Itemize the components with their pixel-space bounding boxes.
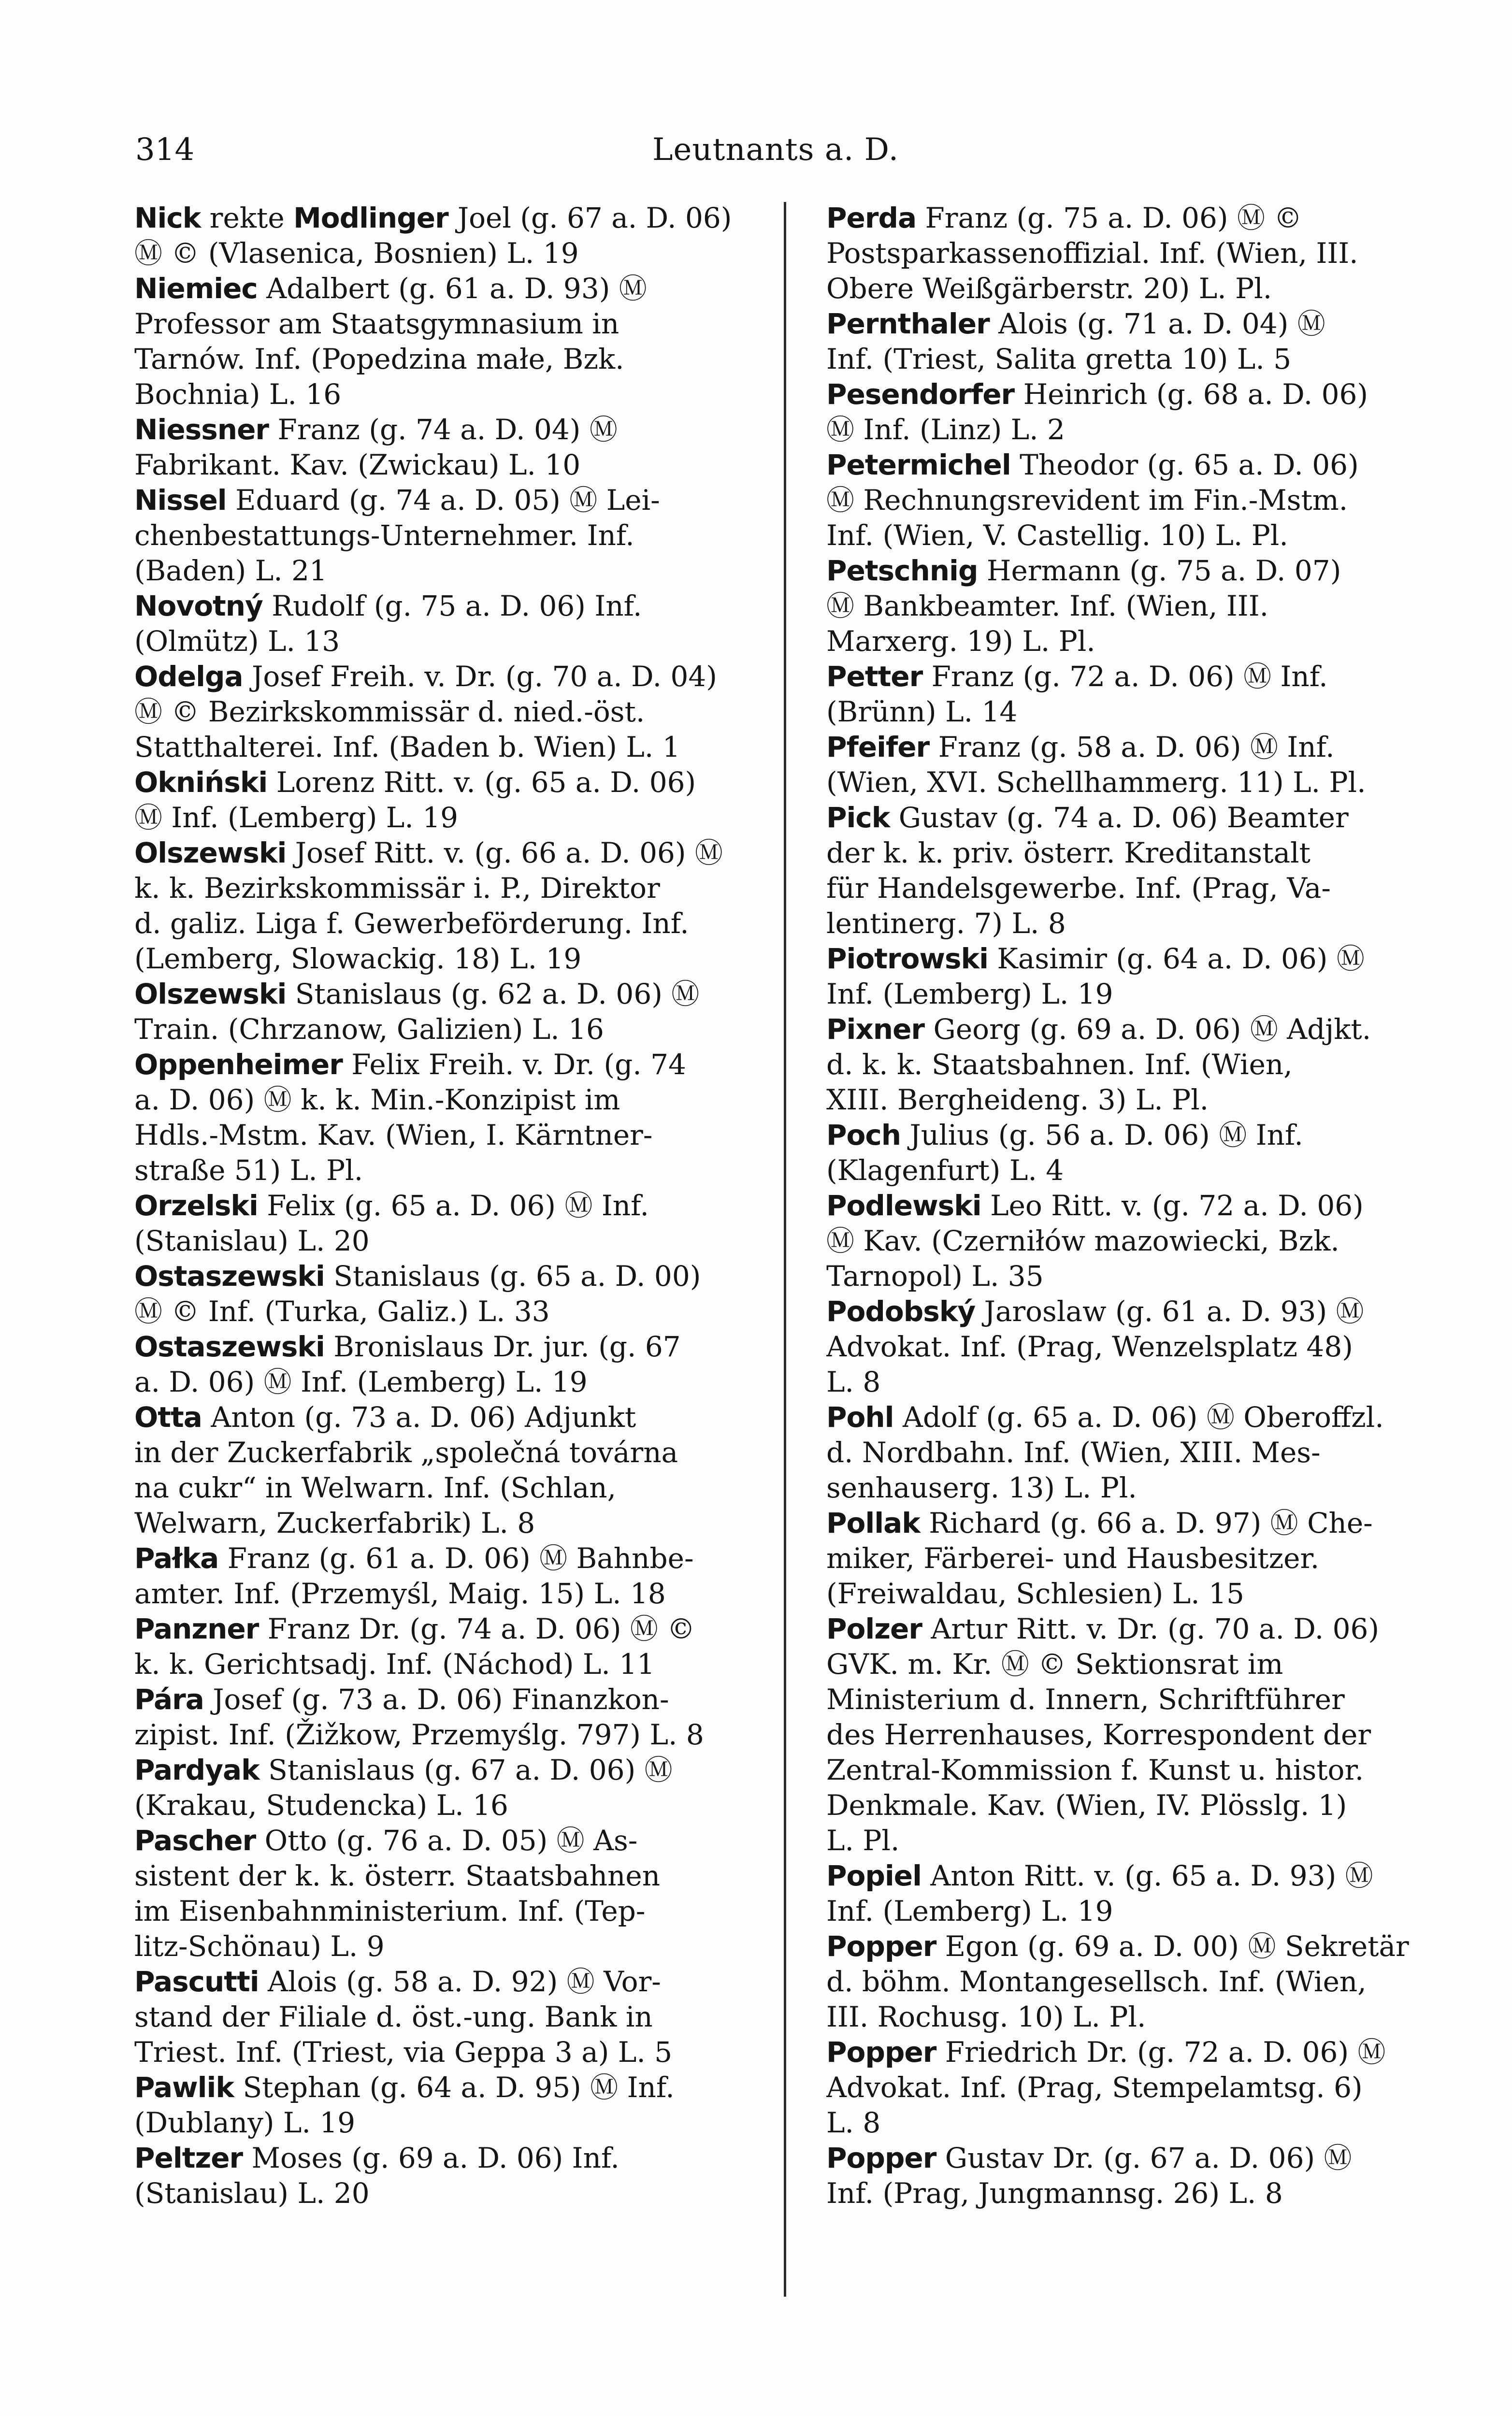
entry-line: in der Zuckerfabrik „společná továrna	[134, 1436, 678, 1469]
entry-line: k. k. Bezirkskommissär i. P., Direktor	[134, 872, 660, 905]
page-number: 314	[135, 132, 195, 168]
entry-surname: Niemiec	[134, 272, 258, 305]
entry-line	[826, 941, 1467, 977]
directory-entry	[134, 1047, 775, 1188]
entry-line: Postsparkassenoffizial. Inf. (Wien, III.	[826, 237, 1358, 270]
directory-entry	[134, 659, 775, 765]
entry-line: L. 8	[826, 2106, 881, 2139]
entry-line: (Baden) L. 21	[134, 554, 327, 587]
entry-line	[134, 659, 775, 694]
entry-line	[826, 659, 1467, 694]
entry-line: Inf. (Triest, Salita gretta 10) L. 5	[826, 343, 1292, 375]
entry-line: des Herrenhauses, Korrespondent der	[826, 1718, 1371, 1751]
entry-surname: Nissel	[134, 484, 227, 517]
entry-line: Ⓜ © (Vlasenica, Bosnien) L. 19	[134, 237, 579, 270]
entry-line: Marxerg. 19) L. Pl.	[826, 625, 1095, 658]
directory-entry	[134, 835, 775, 977]
directory-entry	[826, 1858, 1467, 1929]
directory-entry	[134, 1329, 775, 1400]
entry-line	[134, 1682, 775, 1717]
directory-entry	[134, 483, 775, 589]
entry-line: (Wien, XVI. Schellhammerg. 11) L. Pl.	[826, 766, 1366, 799]
entry-line	[134, 1964, 775, 1999]
entry-line	[826, 201, 1467, 236]
directory-entry	[826, 659, 1467, 730]
entry-surname: Perda	[826, 201, 917, 234]
entry-text: Heinrich (g. 68 a. D. 06)	[1014, 378, 1368, 411]
entry-text: Kasimir (g. 64 a. D. 06) Ⓜ	[988, 942, 1365, 975]
entry-line: litz-Schönau) L. 9	[134, 1930, 385, 1963]
entry-line	[826, 1929, 1467, 1964]
directory-entry	[826, 553, 1467, 659]
entry-line	[134, 2070, 775, 2105]
entry-text: Franz Dr. (g. 74 a. D. 06) Ⓜ ©	[259, 1612, 695, 1645]
entry-surname: Okniński	[134, 766, 268, 799]
entry-line: miker, Färberei- und Hausbesitzer.	[826, 1542, 1320, 1575]
entry-surname: Popper	[826, 2036, 936, 2069]
entry-line: (Freiwaldau, Schlesien) L. 15	[826, 1577, 1244, 1610]
entry-text: Anton (g. 73 a. D. 06) Adjunkt	[202, 1401, 636, 1434]
entry-surname: Pałka	[134, 1542, 219, 1575]
entry-text: Georg (g. 69 a. D. 06) Ⓜ Adjkt.	[924, 1013, 1371, 1046]
entry-text: Gustav Dr. (g. 67 a. D. 06) Ⓜ	[936, 2142, 1352, 2174]
entry-line	[134, 483, 775, 518]
directory-entry	[134, 1823, 775, 1964]
entry-text: Anton Ritt. v. (g. 65 a. D. 93) Ⓜ	[921, 1859, 1373, 1892]
entry-line: Triest. Inf. (Triest, via Geppa 3 a) L. 5	[134, 2036, 673, 2069]
entry-line	[134, 1753, 775, 1788]
directory-entry	[826, 201, 1467, 306]
entry-text: Stephan (g. 64 a. D. 95) Ⓜ Inf.	[234, 2071, 675, 2104]
entry-text: Stanislaus (g. 62 a. D. 06) Ⓜ	[286, 978, 700, 1010]
entry-line: stand der Filiale d. öst.-ung. Bank in	[134, 2000, 653, 2033]
entry-line: d. galiz. Liga f. Gewerbeförderung. Inf.	[134, 907, 689, 940]
entry-surname: Pixner	[826, 1013, 925, 1046]
entry-line: Ⓜ Bankbeamter. Inf. (Wien, III.	[826, 590, 1269, 622]
directory-entry	[826, 1012, 1467, 1118]
entry-text: Julius (g. 56 a. D. 06) Ⓜ Inf.	[901, 1119, 1303, 1151]
entry-text: Felix (g. 65 a. D. 06) Ⓜ Inf.	[258, 1189, 649, 1222]
entry-line	[134, 2141, 775, 2176]
entry-text: Stanislaus (g. 65 a. D. 00)	[324, 1260, 701, 1293]
entry-text: Friedrich Dr. (g. 72 a. D. 06) Ⓜ	[936, 2036, 1386, 2069]
entry-text: Franz (g. 72 a. D. 06) Ⓜ Inf.	[922, 660, 1328, 693]
entry-text: Alois (g. 58 a. D. 92) Ⓜ Vor-	[259, 1965, 661, 1998]
entry-line	[826, 2035, 1467, 2070]
entry-line: Ⓜ Kav. (Czerniłów mazowiecki, Bzk.	[826, 1224, 1339, 1257]
directory-entry	[826, 1929, 1467, 2035]
directory-entry	[826, 1611, 1467, 1858]
entry-text: Josef (g. 73 a. D. 06) Finanzkon-	[203, 1683, 669, 1716]
entry-surname: Pascher	[134, 1824, 256, 1857]
entry-line: d. Nordbahn. Inf. (Wien, XIII. Mes-	[826, 1436, 1321, 1469]
entry-line	[826, 1611, 1467, 1647]
entry-line: a. D. 06) Ⓜ k. k. Min.-Konzipist im	[134, 1083, 620, 1116]
entry-line	[826, 447, 1467, 483]
entry-text: Bronislaus Dr. jur. (g. 67	[324, 1330, 681, 1363]
entry-line	[134, 1188, 775, 1223]
directory-entry	[826, 1506, 1467, 1611]
entry-line	[134, 1541, 775, 1576]
entry-text: Richard (g. 66 a. D. 97) Ⓜ Che-	[920, 1507, 1373, 1539]
entry-line: chenbestattungs-Unternehmer. Inf.	[134, 519, 634, 552]
entry-line: Advokat. Inf. (Prag, Stempelamtsg. 6)	[826, 2071, 1363, 2104]
entry-line	[826, 1118, 1467, 1153]
entry-text: Joel (g. 67 a. D. 06)	[457, 201, 732, 234]
entry-line	[826, 553, 1467, 589]
entry-surname: Niessner	[134, 413, 269, 446]
entry-line	[134, 589, 775, 624]
directory-entry	[134, 1188, 775, 1259]
entry-surname: Popper	[826, 2142, 936, 2174]
entry-line: Advokat. Inf. (Prag, Wenzelsplatz 48)	[826, 1330, 1353, 1363]
entry-surname: Panzner	[134, 1612, 259, 1645]
directory-entry	[134, 1964, 775, 2070]
directory-entry	[134, 765, 775, 835]
entry-line	[826, 730, 1467, 765]
entry-line	[826, 1858, 1467, 1894]
entry-text: Artur Ritt. v. Dr. (g. 70 a. D. 06)	[922, 1612, 1380, 1645]
entry-surname: Popiel	[826, 1859, 922, 1892]
entry-text: Hermann (g. 75 a. D. 07)	[978, 554, 1341, 587]
directory-entry	[134, 1682, 775, 1753]
entry-surname: Petschnig	[826, 554, 978, 587]
entry-surname: Olszewski	[134, 836, 287, 869]
directory-entry	[134, 2070, 775, 2141]
entry-surname: Nick	[134, 201, 201, 234]
entry-line: (Klagenfurt) L. 4	[826, 1154, 1064, 1187]
entry-surname: Ostaszewski	[134, 1330, 325, 1363]
entry-line: sistent der k. k. österr. Staatsbahnen	[134, 1859, 661, 1892]
entry-line: L. 8	[826, 1366, 881, 1398]
entry-surname: Peltzer	[134, 2142, 243, 2174]
directory-entry	[134, 271, 775, 412]
entry-surname: Polzer	[826, 1612, 922, 1645]
entry-text: Stanislaus (g. 67 a. D. 06) Ⓜ	[259, 1754, 673, 1786]
entry-line: Fabrikant. Kav. (Zwickau) L. 10	[134, 448, 581, 481]
entry-text: rekte	[201, 201, 294, 234]
entry-text: Otto (g. 76 a. D. 05) Ⓜ As-	[256, 1824, 638, 1857]
directory-entry	[826, 730, 1467, 800]
entry-line: im Eisenbahnministerium. Inf. (Tep-	[134, 1895, 646, 1927]
entry-surname: Ostaszewski	[134, 1260, 325, 1293]
entry-line: Obere Weißgärberstr. 20) L. Pl.	[826, 272, 1272, 305]
entry-text: Moses (g. 69 a. D. 06) Inf.	[243, 2142, 619, 2174]
directory-entry	[826, 1294, 1467, 1400]
entry-line: Train. (Chrzanow, Galizien) L. 16	[134, 1013, 604, 1046]
entry-surname: Podlewski	[826, 1189, 981, 1222]
entry-line: Ⓜ Rechnungsrevident im Fin.-Mstm.	[826, 484, 1348, 517]
entry-surname: Orzelski	[134, 1189, 258, 1222]
directory-entry	[134, 1541, 775, 1611]
entry-line	[826, 1188, 1467, 1223]
entry-line: Statthalterei. Inf. (Baden b. Wien) L. 1	[134, 731, 680, 763]
directory-entry	[134, 1611, 775, 1682]
entry-line: (Dublany) L. 19	[134, 2106, 356, 2139]
directory-entry	[134, 2141, 775, 2211]
entry-text: Rudolf (g. 75 a. D. 06) Inf.	[262, 590, 642, 622]
entry-text: Franz (g. 58 a. D. 06) Ⓜ Inf.	[929, 731, 1335, 763]
entry-line	[134, 765, 775, 800]
entry-surname: Pollak	[826, 1507, 920, 1539]
entry-line: (Krakau, Studencka) L. 16	[134, 1789, 508, 1822]
entry-text: Leo Ritt. v. (g. 72 a. D. 06)	[981, 1189, 1364, 1222]
entry-surname: Pascutti	[134, 1965, 259, 1998]
entry-surname: Popper	[826, 1930, 936, 1963]
entry-line: Hdls.-Mstm. Kav. (Wien, I. Kärntner-	[134, 1119, 653, 1151]
directory-entry	[134, 977, 775, 1047]
entry-text: Adolf (g. 65 a. D. 06) Ⓜ Oberoffzl.	[893, 1401, 1384, 1434]
entry-line	[134, 1259, 775, 1294]
entry-line: Ⓜ © Inf. (Turka, Galiz.) L. 33	[134, 1295, 550, 1328]
directory-entry	[826, 800, 1467, 941]
entry-line: lentinerg. 7) L. 8	[826, 907, 1066, 940]
entry-text: Josef Freih. v. Dr. (g. 70 a. D. 04)	[243, 660, 717, 693]
entry-surname: Pick	[826, 801, 890, 834]
entry-line: amter. Inf. (Przemyśl, Maig. 15) L. 18	[134, 1577, 666, 1610]
entry-text: Alois (g. 71 a. D. 04) Ⓜ	[989, 307, 1325, 340]
entry-line	[134, 201, 775, 236]
entry-surname-alt: Modlinger	[293, 201, 458, 234]
running-head: Leutnants a. D.	[652, 132, 899, 168]
entry-line	[134, 271, 775, 306]
entry-line	[826, 377, 1467, 412]
entry-surname: Pára	[134, 1683, 204, 1716]
right-column	[826, 201, 1467, 2211]
entry-line: zipist. Inf. (Žižkow, Przemyślg. 797) L. 8	[134, 1718, 704, 1751]
entry-surname: Petter	[826, 660, 923, 693]
directory-entry	[134, 201, 775, 271]
entry-line	[134, 1611, 775, 1647]
entry-text: Franz (g. 74 a. D. 04) Ⓜ	[269, 413, 618, 446]
entry-line: Professor am Staatsgymnasium in	[134, 307, 619, 340]
entry-line: Ⓜ Inf. (Lemberg) L. 19	[134, 801, 459, 834]
entry-line: Welwarn, Zuckerfabrik) L. 8	[134, 1507, 535, 1539]
column-divider	[784, 202, 786, 2297]
entry-surname: Pesendorfer	[826, 378, 1015, 411]
entry-text: Eduard (g. 74 a. D. 05) Ⓜ Lei-	[226, 484, 660, 517]
directory-entry	[826, 2035, 1467, 2141]
entry-line: (Stanislau) L. 20	[134, 1224, 370, 1257]
entry-line	[134, 977, 775, 1012]
directory-entry	[134, 1259, 775, 1329]
entry-line: straße 51) L. Pl.	[134, 1154, 363, 1187]
entry-surname: Odelga	[134, 660, 243, 693]
entry-line: a. D. 06) Ⓜ Inf. (Lemberg) L. 19	[134, 1366, 588, 1398]
entry-line: d. k. k. Staatsbahnen. Inf. (Wien,	[826, 1048, 1293, 1081]
entry-surname: Novotný	[134, 590, 263, 622]
entry-surname: Pardyak	[134, 1754, 259, 1786]
entry-surname: Pohl	[826, 1401, 894, 1434]
directory-entry	[826, 306, 1467, 377]
entry-surname: Podobský	[826, 1295, 976, 1328]
directory-entry	[134, 1753, 775, 1823]
directory-entry	[826, 2141, 1467, 2211]
entry-line: Ⓜ Inf. (Linz) L. 2	[826, 413, 1065, 446]
entry-line	[826, 1400, 1467, 1435]
entry-text: Lorenz Ritt. v. (g. 65 a. D. 06)	[267, 766, 696, 799]
entry-surname: Pfeifer	[826, 731, 930, 763]
entry-line	[134, 1329, 775, 1365]
entry-text: Franz (g. 61 a. D. 06) Ⓜ Bahnbe-	[218, 1542, 694, 1575]
entry-line: Ministerium d. Innern, Schriftführer	[826, 1683, 1345, 1716]
entry-surname: Poch	[826, 1119, 901, 1151]
entry-line: k. k. Gerichtsadj. Inf. (Náchod) L. 11	[134, 1648, 655, 1681]
directory-entry	[826, 447, 1467, 553]
entry-line: (Brünn) L. 14	[826, 695, 1018, 728]
entry-line: Inf. (Lemberg) L. 19	[826, 978, 1113, 1010]
directory-entry	[826, 1400, 1467, 1506]
entry-surname: Piotrowski	[826, 942, 988, 975]
entry-text: Josef Ritt. v. (g. 66 a. D. 06) Ⓜ	[286, 836, 723, 869]
entry-line	[134, 412, 775, 447]
entry-line: für Handelsgewerbe. Inf. (Prag, Va-	[826, 872, 1331, 905]
entry-surname: Pernthaler	[826, 307, 990, 340]
entry-line: GVK. m. Kr. Ⓜ © Sektionsrat im	[826, 1648, 1283, 1681]
entry-line: na cukr“ in Welwarn. Inf. (Schlan,	[134, 1471, 617, 1504]
entry-text: Felix Freih. v. Dr. (g. 74	[342, 1048, 686, 1081]
entry-line	[826, 1506, 1467, 1541]
entry-line: Inf. (Prag, Jungmannsg. 26) L. 8	[826, 2177, 1283, 2210]
entry-line	[826, 2141, 1467, 2176]
directory-entry	[826, 1188, 1467, 1294]
entry-text: Gustav (g. 74 a. D. 06) Beamter	[890, 801, 1349, 834]
entry-line: Zentral-Kommission f. Kunst u. histor.	[826, 1754, 1364, 1786]
entry-line: Tarnopol) L. 35	[826, 1260, 1044, 1293]
directory-entry	[826, 377, 1467, 447]
entry-line: XIII. Bergheideng. 3) L. Pl.	[826, 1083, 1209, 1116]
entry-line	[134, 1047, 775, 1082]
entry-line	[826, 1294, 1467, 1329]
entry-line	[134, 835, 775, 871]
directory-entry	[826, 941, 1467, 1012]
entry-surname: Petermichel	[826, 448, 1011, 481]
left-column	[134, 201, 775, 2211]
entry-surname: Oppenheimer	[134, 1048, 343, 1081]
entry-line: Ⓜ © Bezirkskommissär d. nied.-öst.	[134, 695, 645, 728]
entry-line: Tarnów. Inf. (Popedzina małe, Bzk.	[134, 343, 624, 375]
directory-entry	[134, 589, 775, 659]
entry-text: Adalbert (g. 61 a. D. 93) Ⓜ	[257, 272, 647, 305]
entry-text: Franz (g. 75 a. D. 06) Ⓜ ©	[916, 201, 1302, 234]
entry-line: Bochnia) L. 16	[134, 378, 342, 411]
directory-entry	[826, 1118, 1467, 1188]
directory-entry	[134, 412, 775, 483]
entry-line: L. Pl.	[826, 1824, 900, 1857]
entry-text: Jaroslaw (g. 61 a. D. 93) Ⓜ	[975, 1295, 1364, 1328]
entry-surname: Olszewski	[134, 978, 287, 1010]
entry-line	[826, 800, 1467, 835]
entry-line	[134, 1400, 775, 1435]
entry-line: Inf. (Wien, V. Castellig. 10) L. Pl.	[826, 519, 1288, 552]
entry-surname: Pawlik	[134, 2071, 234, 2104]
entry-line: (Stanislau) L. 20	[134, 2177, 370, 2210]
entry-line: d. böhm. Montangesellsch. Inf. (Wien,	[826, 1965, 1367, 1998]
entry-line	[826, 1012, 1467, 1047]
entry-surname: Otta	[134, 1401, 202, 1434]
entry-line: (Olmütz) L. 13	[134, 625, 340, 658]
entry-line: der k. k. priv. österr. Kreditanstalt	[826, 836, 1310, 869]
entry-line: Inf. (Lemberg) L. 19	[826, 1895, 1113, 1927]
entry-line: senhauserg. 13) L. Pl.	[826, 1471, 1137, 1504]
entry-line: III. Rochusg. 10) L. Pl.	[826, 2000, 1146, 2033]
entry-line: (Lemberg, Slowackig. 18) L. 19	[134, 942, 582, 975]
entry-text: Theodor (g. 65 a. D. 06)	[1010, 448, 1359, 481]
entry-line	[826, 306, 1467, 342]
entry-text: Egon (g. 69 a. D. 00) Ⓜ Sekretär	[936, 1930, 1409, 1963]
entry-line: Denkmale. Kav. (Wien, IV. Plösslg. 1)	[826, 1789, 1347, 1822]
entry-line	[134, 1823, 775, 1858]
directory-entry	[134, 1400, 775, 1541]
